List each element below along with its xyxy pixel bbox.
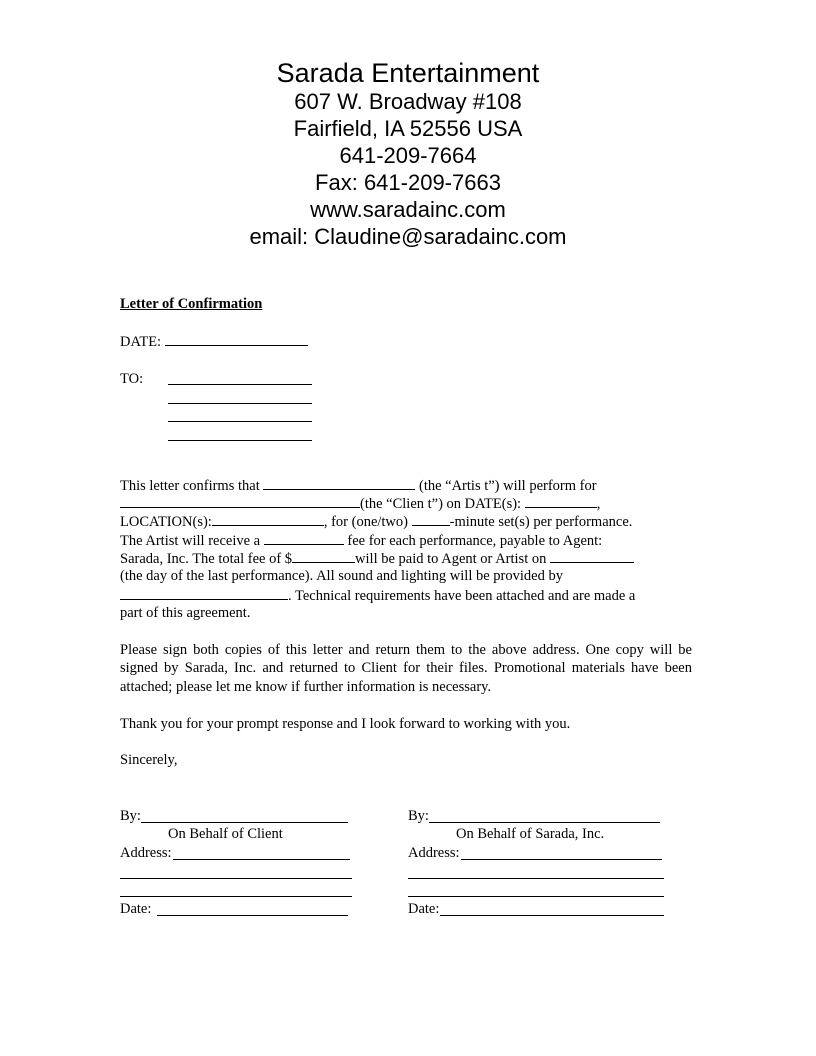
sarada-address-line-1[interactable] — [461, 859, 662, 860]
client-signature-line[interactable] — [141, 822, 348, 823]
client-date-label: Date: — [120, 901, 152, 917]
date-blank[interactable] — [165, 332, 308, 346]
body-text: (the “Clien t”) on DATE(s): — [360, 496, 522, 512]
sarada-address-line-3[interactable] — [408, 896, 664, 897]
artist-blank[interactable] — [263, 476, 415, 490]
payment-date-blank[interactable] — [550, 549, 634, 563]
body-line — [120, 549, 634, 568]
sarada-date-line[interactable] — [440, 915, 664, 916]
client-address-line-2[interactable] — [120, 878, 352, 879]
body-line — [120, 531, 602, 550]
company-name: Sarada Entertainment — [276, 58, 540, 88]
client-blank[interactable] — [120, 494, 360, 508]
body-text: -minute set(s) per performance. — [449, 514, 633, 530]
company-email[interactable]: email: Claudine@saradainc.com — [249, 224, 567, 249]
sarada-date-label: Date: — [408, 901, 440, 917]
body-line: part of this agreement. — [120, 605, 251, 621]
body-paragraph-3: Thank you for your prompt response and I look forward to working with you. — [120, 716, 571, 732]
company-fax: Fax: 641-209-7663 — [315, 170, 501, 195]
sarada-by-label: By: — [408, 808, 429, 824]
client-caption: On Behalf of Client — [168, 826, 283, 842]
letterhead — [0, 58, 816, 250]
body-line — [120, 476, 597, 495]
company-address-line1: 607 W. Broadway #108 — [294, 89, 522, 114]
fee-blank[interactable] — [264, 531, 344, 545]
body-line: (the day of the last performance). All sound and lighting will be provided by — [120, 568, 563, 584]
body-text: Sarada, Inc. The total fee of $ — [120, 551, 293, 567]
body-text: , — [596, 496, 601, 512]
client-address-line-3[interactable] — [120, 896, 352, 897]
to-blank-3[interactable] — [168, 421, 312, 422]
sound-provider-blank[interactable] — [120, 586, 288, 600]
to-label: TO: — [120, 371, 144, 387]
to-blank-1[interactable] — [168, 384, 312, 385]
body-text: will be paid to Agent or Artist on — [355, 551, 547, 567]
client-address-label: Address: — [120, 845, 172, 861]
document-title: Letter of Confirmation — [120, 296, 263, 312]
client-by-label: By: — [120, 808, 141, 824]
body-line — [120, 494, 600, 513]
client-date-line[interactable] — [157, 915, 348, 916]
location-blank[interactable] — [212, 512, 324, 526]
paragraph-text: Please sign both copies of this letter and return them to the above address. One copy will be signed by Sarada, Inc. and returned to Client for their files. Promotional materials have been attached; please let me know if further information is necessary. — [120, 642, 692, 695]
date-row — [120, 332, 308, 351]
company-website[interactable]: www.saradainc.com — [310, 197, 506, 222]
body-text: fee for each performance, payable to Agent: — [347, 533, 603, 549]
dates-blank[interactable] — [525, 494, 597, 508]
sarada-signature-line[interactable] — [429, 822, 660, 823]
body-text: This letter confirms that — [120, 478, 260, 494]
body-text: (the “Artis t”) will perform for — [418, 478, 597, 494]
body-text: , for (one/two) — [323, 514, 408, 530]
company-phone: 641-209-7664 — [339, 143, 477, 168]
sarada-address-line-2[interactable] — [408, 878, 664, 879]
closing: Sincerely, — [120, 752, 178, 768]
body-paragraph-2 — [120, 641, 692, 696]
body-text: LOCATION(s): — [120, 514, 212, 530]
sarada-address-label: Address: — [408, 845, 460, 861]
company-address-line2: Fairfield, IA 52556 USA — [293, 116, 523, 141]
total-fee-blank[interactable] — [292, 549, 355, 563]
to-blank-4[interactable] — [168, 440, 312, 441]
minutes-blank[interactable] — [412, 512, 450, 526]
body-text: The Artist will receive a — [120, 533, 261, 549]
body-line — [120, 586, 635, 605]
sarada-caption: On Behalf of Sarada, Inc. — [456, 826, 605, 842]
body-line — [120, 512, 632, 531]
to-blank-2[interactable] — [168, 403, 312, 404]
date-label: DATE: — [120, 334, 162, 350]
body-text: . Technical requirements have been attached and are made a — [288, 588, 636, 604]
client-address-line-1[interactable] — [173, 859, 350, 860]
